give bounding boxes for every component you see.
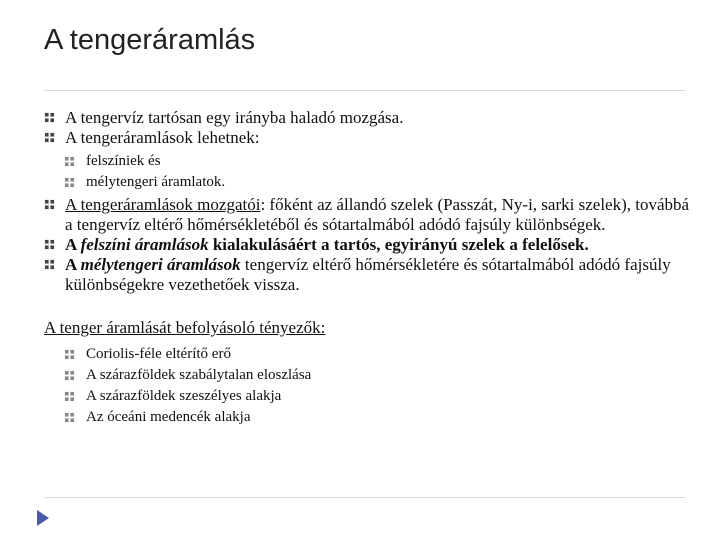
footer-divider [44, 497, 685, 498]
sub-list [44, 151, 694, 193]
factors-heading: A tenger áramlását befolyásoló tényezők: [44, 318, 326, 337]
square-bullet-icon [64, 412, 75, 423]
square-bullet-icon [44, 112, 55, 123]
bullet-text: tengervíz eltérő hőmérsékletére és sótartalmából adódó fajsúly különbségekre vezethetőek vissza. [65, 255, 671, 294]
bullet-item [44, 128, 694, 148]
square-bullet-icon [44, 259, 55, 270]
title-divider [44, 90, 685, 91]
bullet-text: A tengeráramlások lehetnek: [65, 128, 260, 147]
sub-bullet-text: mélytengeri áramlatok. [86, 174, 226, 190]
factor-text: Az óceáni medencék alakja [86, 409, 251, 425]
bullet-item [44, 255, 694, 295]
bullet-lead-underlined: A tengeráramlások mozgatói [65, 195, 261, 214]
factor-item [44, 407, 694, 428]
factors-list [44, 344, 694, 428]
square-bullet-icon [64, 349, 75, 360]
factor-text: A szárazföldek szeszélyes alakja [86, 388, 282, 404]
square-bullet-icon [44, 132, 55, 143]
factor-item [44, 344, 694, 365]
bullet-text: : főként az állandó szelek (Passzát, Ny-i, sarki szelek), továbbá a tengervíz eltérő hőmérsékletéből és sótartalmából adódó fajsúly különbségek. [65, 195, 690, 234]
bullet-item [44, 235, 694, 255]
bullet-emphasis: mélytengeri áramlások [80, 255, 241, 274]
sub-bullet-item [44, 172, 694, 193]
slide-title: A tengeráramlás [44, 24, 256, 56]
bullet-text: kialakulásáért a tartós, egyirányú szelek a felelősek. [208, 235, 589, 254]
square-bullet-icon [64, 177, 75, 188]
factor-text: A szárazföldek szabálytalan eloszlása [86, 367, 312, 383]
slide-content [44, 108, 694, 428]
sub-bullet-text: felszíniek és [86, 153, 161, 169]
bullet-prefix: A [65, 235, 81, 254]
square-bullet-icon [44, 239, 55, 250]
factor-item [44, 365, 694, 386]
square-bullet-icon [44, 199, 55, 210]
factor-item [44, 386, 694, 407]
square-bullet-icon [64, 370, 75, 381]
factor-text: Coriolis-féle eltérítő erő [86, 346, 231, 362]
bullet-prefix: A [65, 255, 81, 274]
bullet-item [44, 195, 694, 235]
sub-bullet-item [44, 151, 694, 172]
square-bullet-icon [64, 391, 75, 402]
bullet-emphasis: felszíni áramlások [80, 235, 209, 254]
bullet-item [44, 108, 694, 128]
bullet-text: A tengervíz tartósan egy irányba haladó mozgása. [65, 108, 404, 127]
square-bullet-icon [64, 156, 75, 167]
slide-marker-triangle-icon [36, 509, 50, 527]
